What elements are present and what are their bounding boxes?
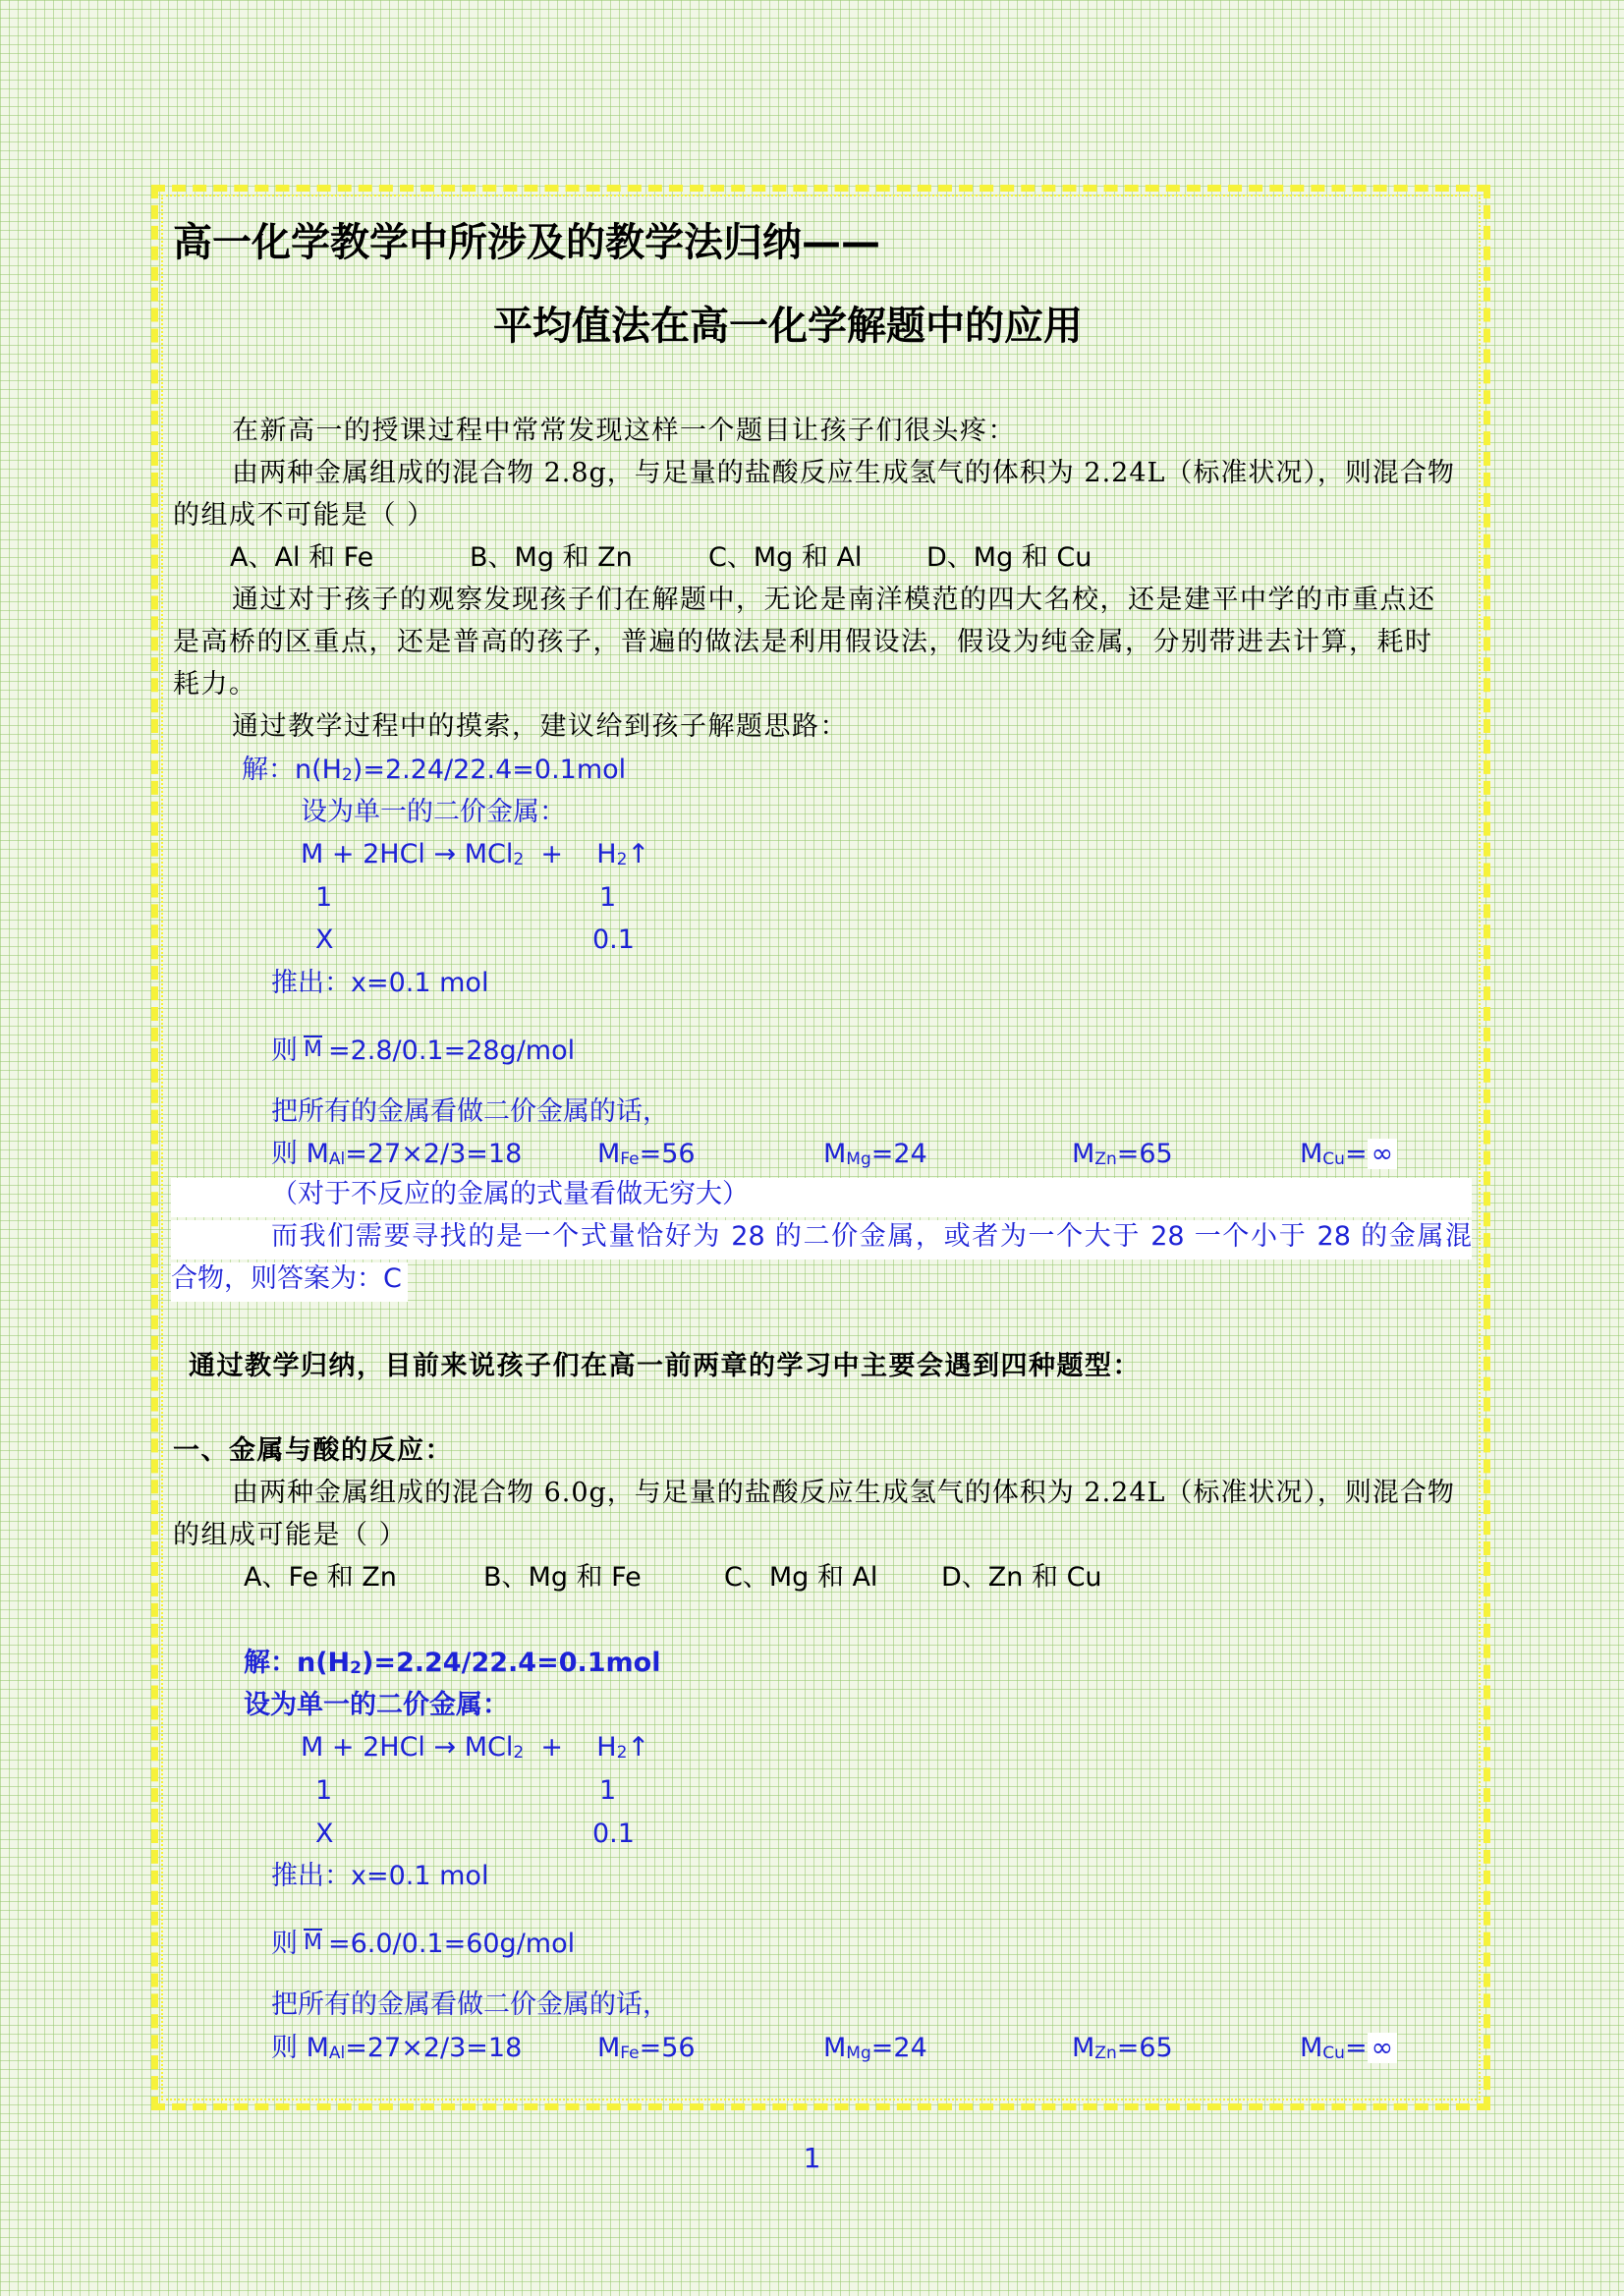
solution1-assume: 设为单一的二价金属：: [301, 797, 566, 827]
option-d: D、Mg 和 Cu: [926, 542, 1092, 573]
observation-line-1: 通过对于孩子的观察发现孩子们在解题中，无论是南洋模范的四大名校，还是建平中学的市重点还: [232, 585, 1436, 615]
page-number: 1: [803, 2142, 821, 2174]
solution1-ratio-b: 1: [599, 882, 617, 913]
solution1-m-al: 则 MAl=27×2/3=18: [271, 1139, 523, 1169]
solution1-derive: 推出：x=0.1 mol: [271, 968, 489, 998]
solution1-m-zn: MZn=65: [1072, 1139, 1173, 1169]
section1-option-c: C、Mg 和 Al: [724, 1562, 878, 1593]
solution1-ratio-a: 1: [315, 882, 333, 913]
option-c: C、Mg 和 Al: [708, 542, 863, 573]
title-line-1: 高一化学教学中所涉及的教学法归纳——: [173, 220, 880, 265]
question-line-1: 由两种金属组成的混合物 2.8g，与足量的盐酸反应生成氢气的体积为 2.24L（标准状况），则混合物: [232, 458, 1455, 488]
option-b: B、Mg 和 Zn: [470, 542, 633, 573]
section1-question-line-1: 由两种金属组成的混合物 6.0g，与足量的盐酸反应生成氢气的体积为 2.24L（标准状况），则混合物: [232, 1478, 1455, 1508]
solution2-unknown-a: X: [315, 1819, 334, 1849]
infinity-symbol: ∞: [1368, 2033, 1398, 2063]
intro-paragraph: 在新高一的授课过程中常常发现这样一个题目让孩子们很头疼：: [232, 416, 1016, 446]
solution2-m-zn: MZn=65: [1072, 2033, 1173, 2063]
solution2-ratio-a: 1: [315, 1775, 333, 1806]
infinity-symbol: ∞: [1368, 1139, 1398, 1169]
solution2-mean-mass: 则 $\overline{M} =6.0/0.1=60g/mol$: [271, 1929, 576, 1959]
solution2-unknown-b: 0.1: [592, 1819, 635, 1849]
question-line-2: 的组成不可能是（ ）: [173, 500, 435, 531]
option-a: A、Al 和 Fe: [230, 542, 374, 573]
solution2-m-mg: MMg=24: [823, 2033, 927, 2063]
solution2-derive: 推出：x=0.1 mol: [271, 1861, 489, 1891]
solution2-equation: M + 2HCl → MCl2 + H2↑: [301, 1732, 650, 1763]
solution2-m-fe: MFe=56: [597, 2033, 696, 2063]
solution2-ratio-b: 1: [599, 1775, 617, 1806]
solution2-moles: 解：n(H2)=2.24/22.4=0.1mol: [244, 1648, 661, 1678]
solution1-moles: 解：n(H2)=2.24/22.4=0.1mol: [242, 755, 627, 785]
section1-option-b: B、Mg 和 Fe: [483, 1562, 642, 1593]
observation-line-3: 耗力。: [173, 669, 257, 700]
solution1-unknown-b: 0.1: [592, 924, 635, 955]
section1-question-line-2: 的组成可能是（ ）: [173, 1520, 408, 1550]
solution1-m-mg: MMg=24: [823, 1139, 927, 1169]
solution2-m-al: 则 MAl=27×2/3=18: [271, 2033, 523, 2063]
solution1-equation: M + 2HCl → MCl2 + H2↑: [301, 839, 650, 869]
solution1-m-fe: MFe=56: [597, 1139, 696, 1169]
observation-line-2: 是高桥的区重点，还是普高的孩子，普遍的做法是利用假设法，假设为纯金属，分别带进去计算，耗时: [173, 627, 1433, 657]
solution1-unknown-a: X: [315, 924, 334, 955]
solution2-m-cu: MCu= ∞: [1300, 2032, 1397, 2070]
solution1-note: （对于不反应的金属的式量看做无穷大）: [171, 1178, 1472, 1217]
solution1-mean-mass: 则 $\overline{M} =2.8/0.1=28g/mol$: [271, 1036, 576, 1066]
suggestion-line: 通过教学过程中的摸索，建议给到孩子解题思路：: [232, 711, 848, 742]
solution1-m-cu: MCu= ∞: [1300, 1138, 1397, 1176]
section1-option-a: A、Fe 和 Zn: [244, 1562, 397, 1593]
solution1-conclude-line-1: 而我们需要寻找的是一个式量恰好为 28 的二价金属，或者为一个大于 28 一个小于 28 的金属混: [171, 1220, 1472, 1260]
summary-line: 通过教学归纳，目前来说孩子们在高一前两章的学习中主要会遇到四种题型：: [189, 1351, 1141, 1381]
solution2-treat: 把所有的金属看做二价金属的话，: [271, 1989, 669, 2020]
solution2-assume: 设为单一的二价金属：: [244, 1690, 509, 1720]
title-line-2: 平均值法在高一化学解题中的应用: [493, 304, 1083, 349]
section1-option-d: D、Zn 和 Cu: [941, 1562, 1102, 1593]
section1-heading: 一、金属与酸的反应：: [173, 1435, 453, 1466]
solution1-treat: 把所有的金属看做二价金属的话，: [271, 1096, 669, 1127]
solution1-conclude-line-2: 合物，则答案为：C: [171, 1262, 408, 1302]
